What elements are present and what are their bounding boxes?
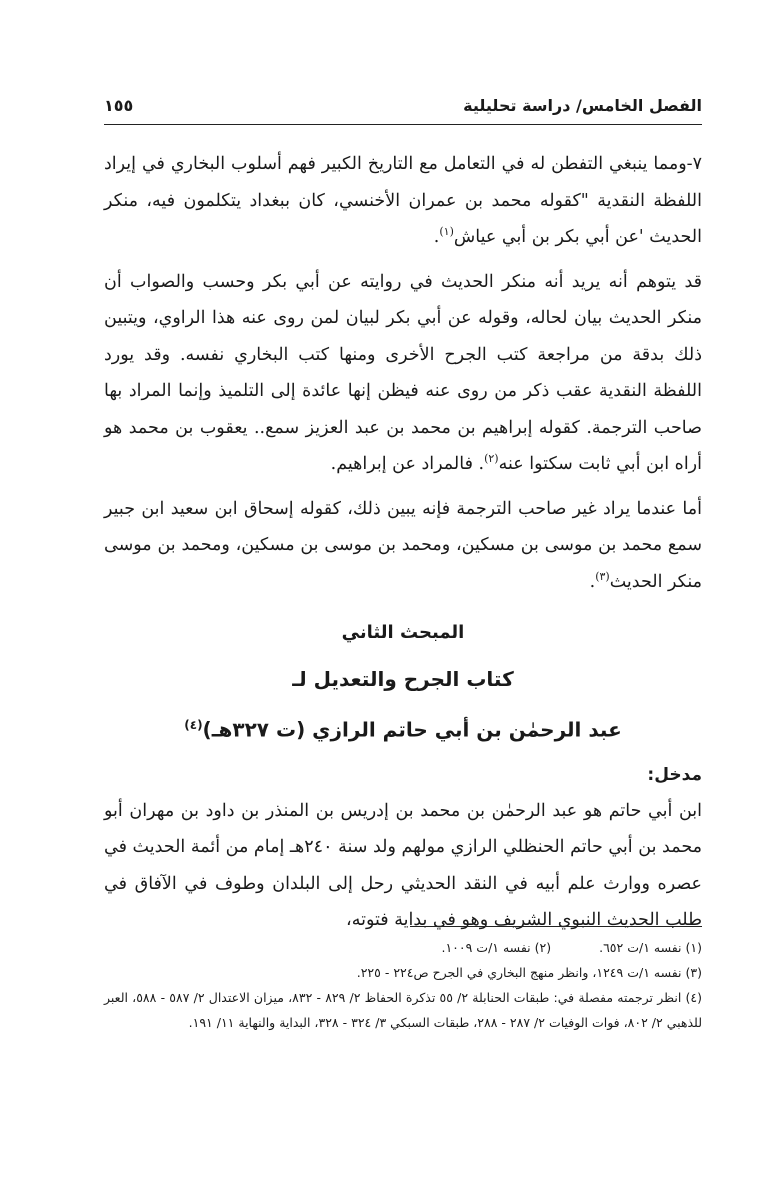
footnote-divider (410, 926, 702, 927)
footnote-ref: (٣) (595, 569, 610, 583)
footnote-ref: (٢) (484, 452, 499, 466)
chapter-title: الفصل الخامس/ دراسة تحليلية (463, 96, 702, 115)
page-number: ١٥٥ (104, 96, 134, 115)
footnote-ref: (١) (439, 225, 454, 239)
paragraph-text: أما عندما يراد غير صاحب الترجمة فإنه يبين ذلك، كقوله إسحاق ابن سعيد ابن جبير سمع محمد بن موسى بن مسكين، ومحمد بن موسى بن مسكين، ومحمد بن موسى منكر الحديث (104, 498, 702, 592)
book-title-line1: كتاب الجرح والتعديل لـ (292, 667, 514, 691)
footnote-row (104, 935, 702, 960)
footnote-1: (١) نفسه ١/ت ٦٥٢. (599, 940, 702, 955)
paragraph (104, 491, 702, 601)
paragraph (104, 264, 702, 483)
paragraph-text: قد يتوهم أنه يريد أنه منكر الحديث في روايته عن أبي بكر وحسب والصواب أن منكر الحديث بيان لحاله، وقوله عن أبي بكر لبيان لمن روى عنه هذا الراوي، ويتبين ذلك بدقة من مراجعة كتب الجرح الأخرى ومنها كتب البخاري نفسه. وقد يورد اللفظة النقدية عقب ذكر من روى عنه فيظن إنها عائدة إلى التلميذ وإنما المراد بها صاحب الترجمة. كقوله إبراهيم بن محمد بن عبد العزيز سمع.. يعقوب بن محمد هو أراه ابن أبي ثابت سكتوا عنه (104, 271, 702, 474)
book-title-text: عبد الرحمٰن بن أبي حاتم الرازي (ت ٣٢٧هـ) (202, 717, 622, 742)
running-header (104, 94, 702, 125)
intro-label: مدخل: (647, 764, 702, 785)
footnote-ref: (٤) (184, 718, 203, 732)
section-heading: المبحث الثاني (341, 622, 465, 643)
paragraph-end: . (433, 227, 440, 247)
paragraph-end: . (589, 571, 596, 592)
paragraph-text: ٧-ومما ينبغي التفطن له في التعامل مع التاريخ الكبير فهم أسلوب البخاري في إيراد اللفظة النقدية "كقوله محمد بن عمران الأخنسي، كان ببغداد يتكلمون فيه، منكر الحديث 'عن أبي بكر بن أبي عياش (104, 154, 702, 247)
footnote-4: (٤) انظر ترجمته مفصلة في: طبقات الحنابلة ٢/ ٥٥ تذكرة الحفاظ ٢/ ٨٢٩ - ٨٣٢، ميزان الاعتدال ٢/ ٥٨٧ - ٥٨٨، العبر للذهبي ٢/ ٨٠٢، فوات الوفيات ٢/ ٢٨٧ - ٢٨٨، طبقات السبكي ٣/ ٣٢٤ - ٣٢٨، البداية والنهاية ١١/ ١٩١. (104, 990, 703, 1030)
paragraph-tail: . فالمراد عن إبراهيم. (330, 454, 485, 474)
paragraph (104, 146, 702, 256)
main-text (104, 146, 702, 947)
footnotes (104, 926, 702, 1035)
book-title-line2 (104, 702, 702, 753)
footnote-3: (٣) نفسه ١/ت ١٢٤٩، وانظر منهج البخاري في الجرح ص٢٢٤ - ٢٢٥. (356, 965, 702, 980)
intro-paragraph: ابن أبي حاتم هو عبد الرحمٰن بن محمد بن إدريس بن المنذر بن داود بن مهران أبو محمد بن أبي حاتم الحنظلي الرازي مولهم ولد سنة ٢٤٠هـ إمام من أئمة الحديث في عصره ووارث علم أبيه في النقد الحديثي رحل إلى البلدان وطوف في الآفاق في طلب الحديث النبوي الشريف وهو في بداية فتوته، (104, 800, 702, 931)
footnote-2: (٢) نفسه ١/ت ١٠٠٩. (441, 940, 552, 955)
